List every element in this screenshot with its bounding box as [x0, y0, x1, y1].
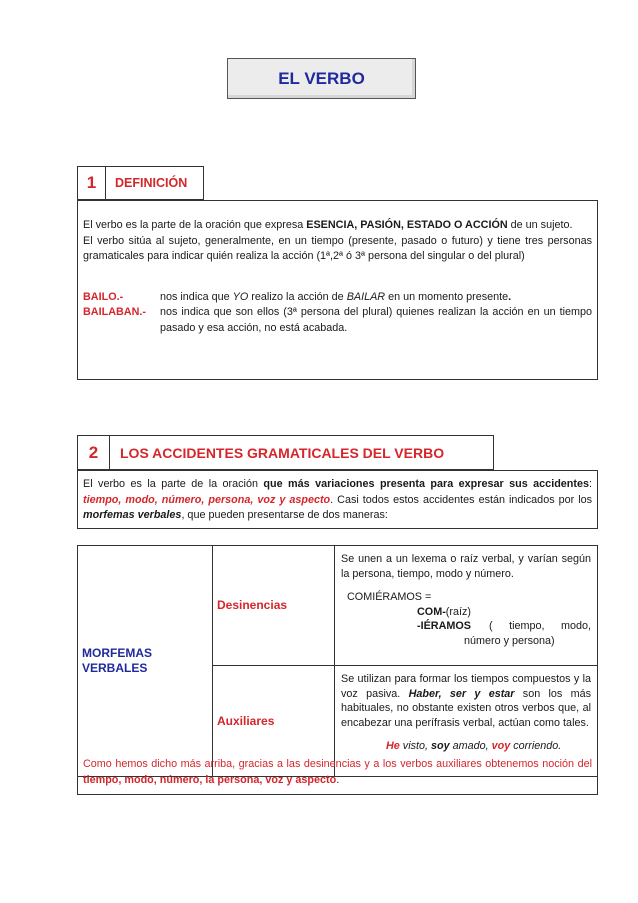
example-root — [341, 605, 591, 620]
text-span: BAILAR — [346, 290, 386, 303]
definition-paragraph: El verbo sitúa al sujeto, generalmente, en un tiempo (presente, pasado o futuro) y tiene tres personas gramaticales para indicar quién realiza la acción (1ª,2ª ó 3ª persona del singular o del plural) — [83, 234, 592, 262]
example-row — [83, 290, 592, 306]
section-heading: DEFINICIÓN — [106, 166, 204, 200]
text-span: corriendo. — [510, 740, 562, 752]
text-span: voy — [491, 740, 511, 752]
text-span: que más variaciones presenta para expresar sus accidentes — [263, 478, 589, 490]
conclusion-panel — [77, 752, 598, 795]
desinencias-desc-cell — [335, 546, 598, 666]
text-span: Se utilizan para formar los tiempos compuestos y la voz pasiva. — [341, 673, 591, 700]
text-span: . — [508, 290, 512, 303]
auxiliares-description — [341, 672, 591, 730]
text-span: amado, — [449, 740, 492, 752]
text-span: El verbo es la parte de la oración — [83, 478, 264, 490]
text-span: : — [589, 478, 592, 490]
section-heading: LOS ACCIDENTES GRAMATICALES DEL VERBO — [110, 435, 494, 470]
accidents-intro-panel — [77, 470, 598, 529]
example-term: BAILO.- — [83, 290, 124, 303]
page-title: EL VERBO — [227, 58, 416, 99]
text-span: , que pueden presentarse de dos maneras: — [181, 509, 388, 521]
example-word: COMIÉRAMOS = — [347, 591, 432, 603]
definition-panel — [77, 200, 598, 380]
example-ending — [341, 619, 591, 634]
text-span: tiempo, modo, número, persona, voz y aspecto — [83, 493, 331, 506]
text-span: El verbo es la parte de la oración que expresa — [83, 219, 307, 231]
desinencias-cell — [213, 546, 335, 666]
morphemes-table — [77, 545, 598, 777]
desinencias-label: Desinencias — [217, 598, 288, 613]
table-row — [78, 546, 598, 666]
example-term: BAILABAN.- — [83, 306, 146, 318]
desinencias-description: Se unen a un lexema o raíz verbal, y varían según la persona, tiempo, modo y número. — [341, 553, 591, 580]
text-span: morfemas verbales — [83, 509, 182, 521]
example-text: nos indica que son ellos (3ª persona del plural) quienes realizan la acción en un tiempo pasado y esa acción, no está acabada. — [160, 306, 592, 334]
text-span: en un momento presente — [385, 290, 509, 303]
example-row — [83, 305, 592, 336]
text-span: COM- — [417, 605, 446, 618]
example-ending-detail: número y persona) — [464, 634, 555, 647]
text-span: -IÉRAMOS — [417, 620, 471, 632]
text-span: tiempo, modo, número, la persona, voz y aspecto — [83, 773, 337, 786]
text-span: (raíz) — [445, 605, 471, 618]
text-span: soy — [431, 740, 450, 752]
section-number: 2 — [77, 435, 110, 470]
auxiliares-label: Auxiliares — [217, 713, 275, 728]
text-span: son los más habituales, no obstante existen otros verbos que, al encabezar una perífrasis verbal, actúan como tales. — [341, 687, 591, 729]
text-span: He — [386, 740, 400, 752]
text-span: . — [336, 773, 340, 786]
text-span: de un sujeto. — [507, 219, 573, 231]
text-span: ESENCIA, PASIÓN, ESTADO O ACCIÓN — [306, 219, 508, 231]
text-span: Como hemos dicho más arriba, gracias a las desinencias y a los verbos auxiliares obtenemos noción del — [83, 758, 592, 770]
example-text — [160, 290, 511, 306]
text-span: YO — [232, 290, 249, 303]
section-number: 1 — [77, 166, 106, 200]
morfemas-label: MORFEMAS VERBALES — [82, 646, 152, 675]
text-span: ( tiempo, modo, — [489, 620, 591, 632]
text-span: nos indica que — [160, 290, 233, 303]
text-span: realizo la acción de — [248, 290, 347, 303]
text-span: Haber, ser y estar — [408, 687, 515, 700]
definition-paragraph — [83, 218, 592, 234]
text-span: . Casi todos estos accidentes están indicados por los — [330, 493, 592, 506]
text-span: visto, — [399, 740, 432, 752]
morfemas-cell — [78, 546, 213, 777]
